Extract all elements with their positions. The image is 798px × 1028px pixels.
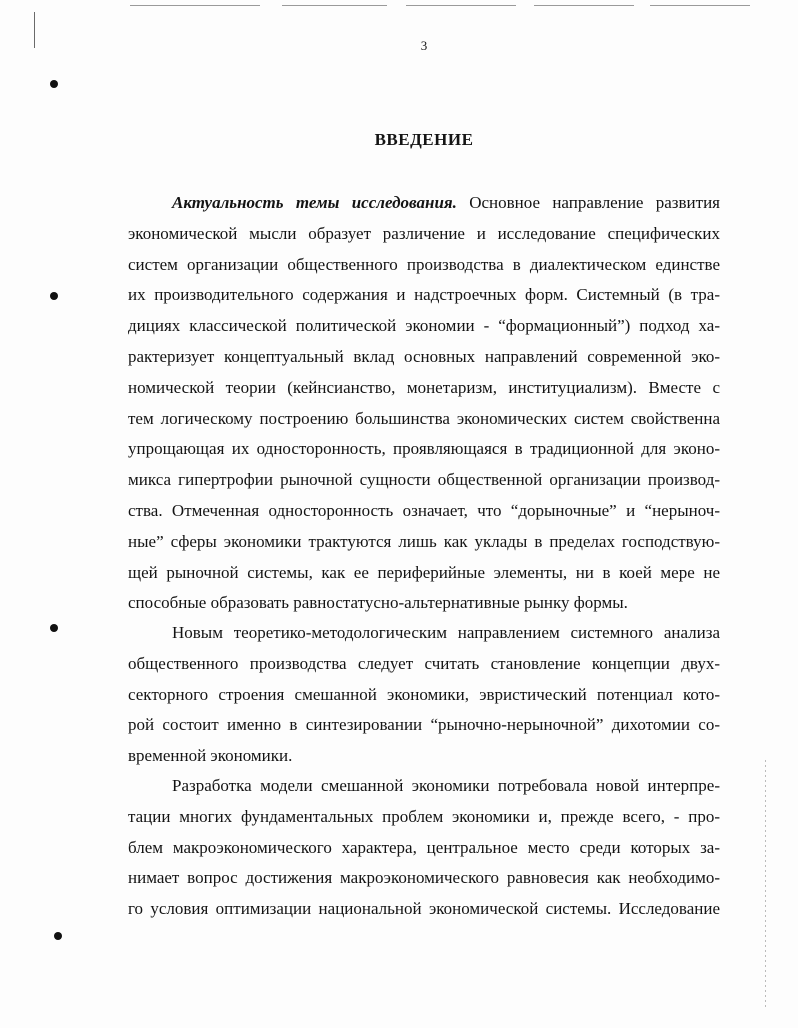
section-heading: ВВЕДЕНИЕ [374,130,474,149]
paragraph-line: упрощающая их односторонность, проявляющаяся в традиционной для эконо- [128,439,720,459]
scan-rule [130,5,260,6]
scan-rule [406,5,516,6]
page-number: 3 [420,38,428,53]
paragraph-line: секторного строения смешанной экономики, эвристический потенциал кото- [128,684,720,704]
paragraph-line: дициях классической политической экономии - “формационный”) подход ха- [128,316,720,336]
paragraph-line: ные” сферы экономики трактуются лишь как уклады в пределах господствую- [128,531,720,551]
paragraph-line: Актуальность темы исследования. Основное направление развития [172,193,720,212]
paragraph-line: систем организации общественного производства в диалектическом единстве [128,254,720,274]
paragraph-line: блем макроэкономического характера, центральное место среди которых за- [128,837,720,857]
paragraph-relevance [128,188,720,619]
scan-rule [534,5,634,6]
paragraph-line: тации многих фундаментальных проблем экономики и, прежде всего, - про- [128,806,720,826]
paragraph-line: их производительного содержания и надстроечных форм. Системный (в тра- [128,285,720,305]
paragraph-lead: Актуальность темы исследования. [172,193,457,212]
scan-rule [282,5,387,6]
paragraph-line: экономической мысли образует различение и исследование специфических [128,223,720,243]
paragraph-line: микса гипертрофии рыночной сущности общественной организации производ- [128,470,720,490]
scan-rule [650,5,750,6]
paragraph-line: рой состоит именно в синтезировании “рыночно-нерыночной” дихотомии со- [128,715,720,735]
scan-edge-noise [765,760,766,1010]
paragraph-line: Разработка модели смешанной экономики потребовала новой интерпре- [172,776,720,795]
paragraph-line: Новым теоретико-методологическим направлением системного анализа [172,623,720,642]
paragraph-line: временной экономики. [128,746,293,766]
binding-hole-mark [50,80,58,88]
binding-hole-mark [50,624,58,632]
paragraph-line: нимает вопрос достижения макроэкономического равновесия как необходимо- [128,868,720,888]
paragraph-line: тем логическому построению большинства экономических систем свойственна [128,408,720,428]
paragraph-line: го условия оптимизации национальной экономической системы. Исследование [128,899,720,919]
paragraph-new-direction [128,618,720,772]
paragraph-line: способные образовать равностатусно-альтернативные рынку формы. [128,593,628,613]
paragraph-line: рактеризует концептуальный вклад основных направлений современной эко- [128,346,720,366]
paragraph-line: номической теории (кейнсианство, монетаризм, институциализм). Вместе с [128,377,720,397]
binding-hole-mark [54,932,62,940]
paragraph-model-development [128,771,720,925]
paragraph-line: ства. Отмеченная односторонность означает, что “дорыночные” и “нерыноч- [128,500,720,520]
binding-hole-mark [50,292,58,300]
paragraph-line: щей рыночной системы, как ее периферийные элементы, ни в коей мере не [128,562,720,582]
paragraph-line: общественного производства следует считать становление концепции двух- [128,653,720,673]
